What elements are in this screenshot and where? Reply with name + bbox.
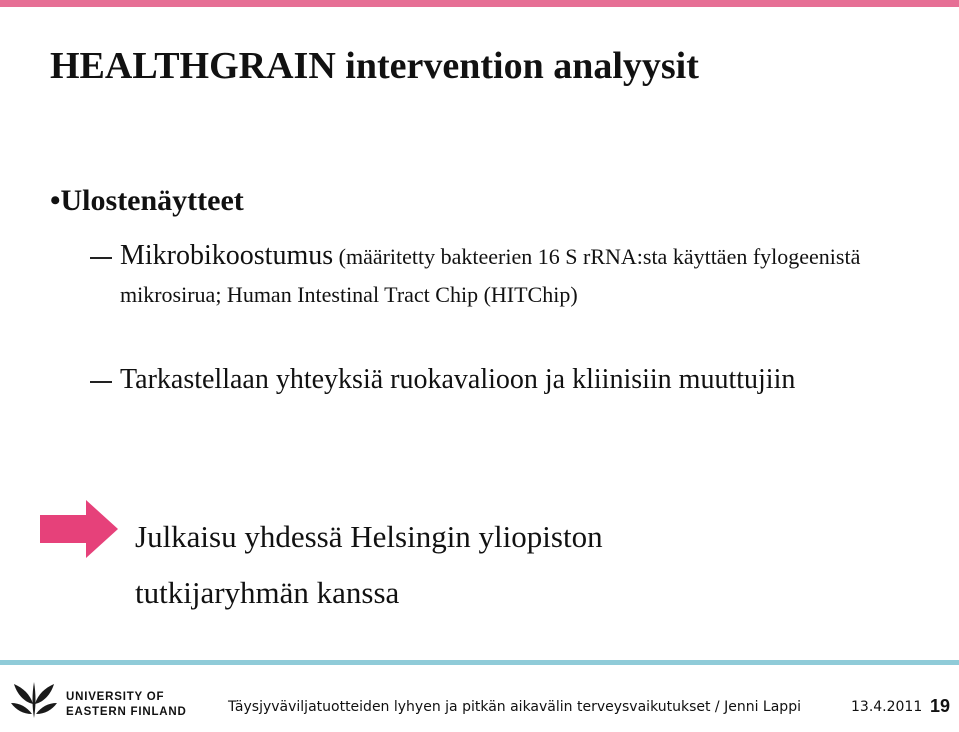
dash-marker	[90, 257, 112, 259]
sub-item-lead: Mikrobikoostumus	[120, 240, 334, 271]
bullet-marker: •	[50, 184, 61, 217]
footer-date: 13.4.2011	[851, 699, 923, 715]
bottom-accent-bar	[0, 660, 959, 665]
bullet-label: Ulostenäytteet	[60, 184, 244, 217]
callout-line-1: Julkaisu yhdessä Helsingin yliopiston	[135, 519, 603, 554]
university-name	[66, 690, 187, 720]
callout-line-2: tutkijaryhmän kanssa	[135, 575, 400, 610]
callout-text	[135, 509, 603, 621]
sub-item-microbiota	[120, 237, 920, 313]
uef-leaf-logo-icon	[8, 672, 60, 724]
dash-marker	[90, 381, 112, 383]
university-name-line-1: UNIVERSITY OF	[66, 691, 165, 703]
bullet-item	[50, 182, 244, 220]
top-accent-bar	[0, 0, 959, 7]
university-name-line-2: EASTERN FINLAND	[66, 706, 187, 718]
slide-title: HEALTHGRAIN intervention analyysit	[50, 45, 699, 87]
footer-text: Täysjyväviljatuotteiden lyhyen ja pitkän aikavälin terveysvaikutukset / Jenni Lappi	[228, 699, 801, 715]
right-arrow-icon	[40, 500, 120, 558]
sub-item-associations: Tarkastellaan yhteyksiä ruokavalioon ja kliinisiin muuttujiin	[120, 364, 796, 395]
sub-item-detail: (määritetty bakteerien 16 S rRNA:sta käyttäen fylogeenistä mikrosirua; Human Intestinal Tract Chip (HITChip)	[120, 244, 861, 307]
page-number: 19	[930, 696, 951, 716]
